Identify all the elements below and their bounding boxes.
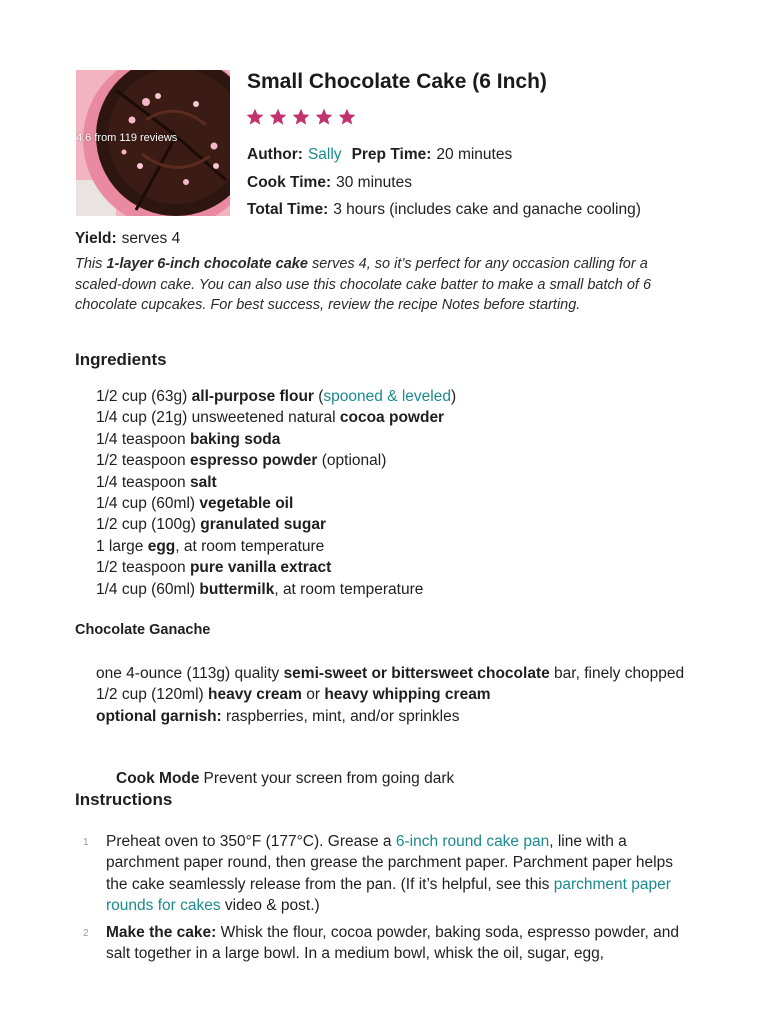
ingredient-item: 1/2 cup (63g) all-purpose flour (spooned & leveled) xyxy=(96,388,457,405)
instructions-list xyxy=(75,831,695,971)
ganache-heading: Chocolate Ganache xyxy=(75,622,211,638)
ganache-item: one 4-ounce (113g) quality semi-sweet or bittersweet chocolate bar, finely chopped xyxy=(96,665,685,682)
ingredient-item: 1/4 teaspoon salt xyxy=(96,473,217,491)
summary-text-rest: serves 4, so it’s perfect for any occasion calling for a scaled-down cake. You can also use this chocolate cake batter to make a small batch of 6 chocolate cupcakes. For best success, review the recipe Notes before starting. xyxy=(75,256,652,314)
parchment-rounds-link[interactable]: parchment paper rounds for cakes xyxy=(106,875,671,914)
spooned-leveled-link[interactable]: spooned & leveled xyxy=(323,388,451,405)
prep-time-value: 20 minutes xyxy=(436,146,513,163)
cook-mode-toggle[interactable] xyxy=(116,770,454,788)
ingredient-item: 1/2 cup (100g) granulated sugar xyxy=(96,516,327,534)
instruction-step: 1 Preheat oven to 350°F (177°C). Grease a 6-inch round cake pan, line with a parchment paper round, then grease the parchment paper. Parchment paper helps the cake seamlessly release from the pan. (If it’s helpful, see this parchment paper rounds for cakes video & post.) xyxy=(83,833,673,914)
ingredient-item: 1/2 teaspoon pure vanilla extract xyxy=(96,559,332,577)
summary-bold: 1-layer 6-inch chocolate cake xyxy=(106,256,308,272)
instructions-heading: Instructions xyxy=(75,790,173,809)
step-number: 1 xyxy=(83,837,89,848)
star-icon[interactable] xyxy=(245,107,265,127)
cook-mode-label: Cook Mode xyxy=(116,770,200,787)
ingredient-item: 1/4 cup (60ml) buttermilk, at room temperature xyxy=(96,580,424,598)
total-time-label: Total Time: xyxy=(247,201,329,218)
total-time-value: 3 hours (includes cake and ganache cooling) xyxy=(333,201,641,218)
instruction-step: 2 Make the cake: Whisk the flour, cocoa powder, baking soda, espresso powder, and salt together in a large bowl. In a medium bowl, whisk the oil, sugar, egg, xyxy=(83,924,679,963)
ingredients-heading: Ingredients xyxy=(75,350,167,369)
ingredient-item: 1/4 teaspoon baking soda xyxy=(96,430,281,448)
ingredient-item: 1/2 teaspoon espresso powder (optional) xyxy=(96,452,387,470)
recipe-photo xyxy=(76,70,230,216)
ganache-item: optional garnish: raspberries, mint, and/or sprinkles xyxy=(96,707,460,725)
rating-overlay-text: 4.6 from 119 reviews xyxy=(76,132,178,144)
total-time-line xyxy=(247,201,641,219)
cook-time-value: 30 minutes xyxy=(336,174,412,191)
ingredients-list xyxy=(96,386,686,600)
star-icon[interactable] xyxy=(291,107,311,127)
ingredient-item: 1/4 cup (21g) unsweetened natural cocoa powder xyxy=(96,409,445,427)
yield-value: serves 4 xyxy=(121,230,181,247)
summary-text: This xyxy=(75,256,107,272)
prep-time-label: Prep Time: xyxy=(351,146,432,163)
ganache-list xyxy=(96,663,686,727)
cook-time-line xyxy=(247,174,412,192)
rating-stars[interactable] xyxy=(245,107,357,127)
ingredient-item: 1 large egg, at room temperature xyxy=(96,537,325,555)
cook-time-label: Cook Time: xyxy=(247,174,332,191)
yield-line xyxy=(75,230,180,248)
ingredient-item: 1/4 cup (60ml) vegetable oil xyxy=(96,495,294,513)
star-icon[interactable] xyxy=(314,107,334,127)
step-number: 2 xyxy=(83,928,89,940)
ganache-item: 1/2 cup (120ml) heavy cream or heavy whipping cream xyxy=(96,686,491,704)
yield-label: Yield: xyxy=(75,230,117,247)
star-icon[interactable] xyxy=(268,107,288,127)
author-prep-line xyxy=(247,146,512,164)
author-link[interactable]: Sally xyxy=(307,146,342,163)
author-label: Author: xyxy=(247,146,303,163)
cook-mode-description: Prevent your screen from going dark xyxy=(203,770,455,787)
recipe-title: Small Chocolate Cake (6 Inch) xyxy=(247,70,547,93)
recipe-summary xyxy=(75,254,695,316)
cake-pan-link[interactable]: 6-inch round cake pan xyxy=(395,833,550,850)
star-icon[interactable] xyxy=(337,107,357,127)
